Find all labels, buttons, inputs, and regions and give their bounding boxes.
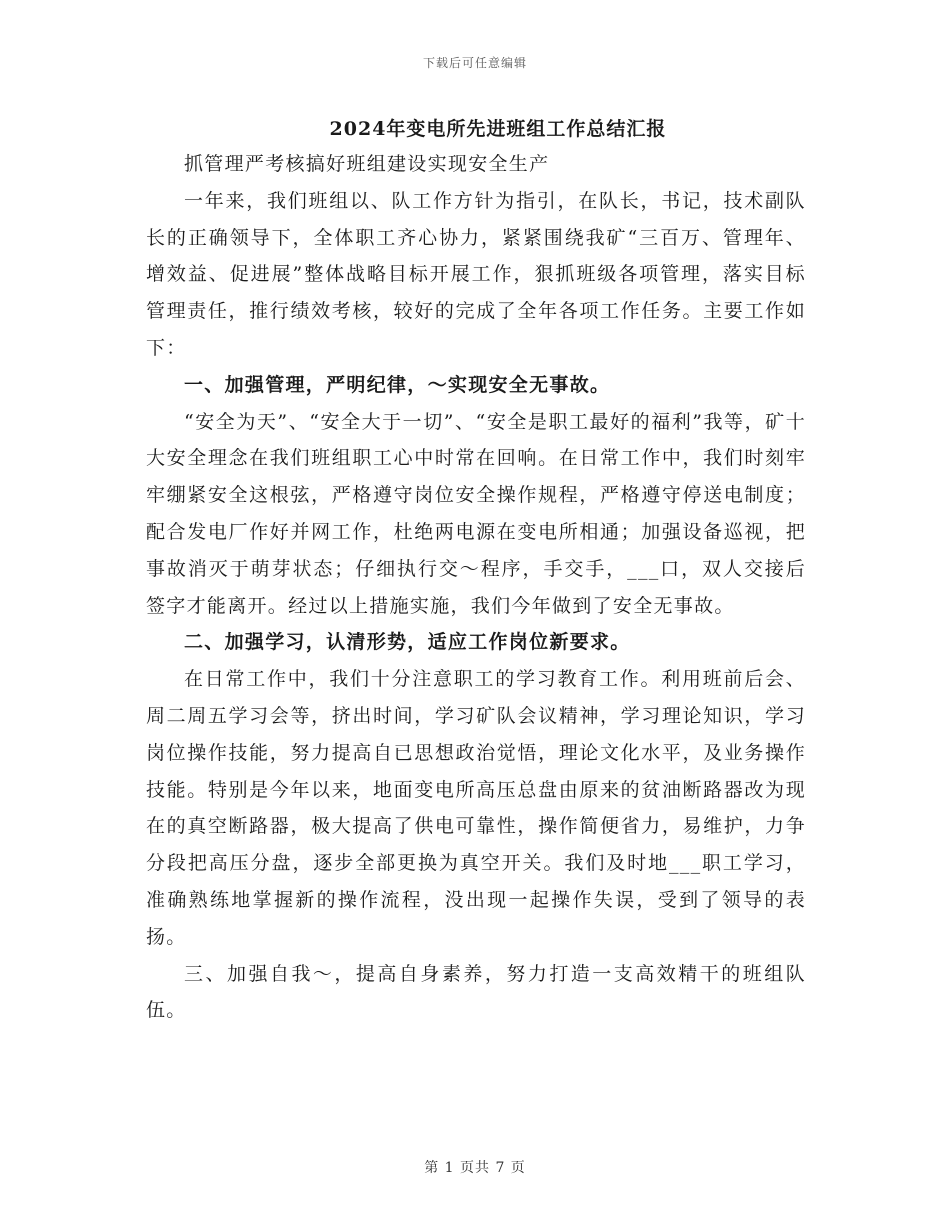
section-heading-3: 三、加强自我～，提高自身素养，努力打造一支高效精干的班组队伍。 xyxy=(146,962,806,1022)
page-header-note: 下载后可任意编辑 xyxy=(422,56,527,70)
page-number: 第 1 页共 7 页 xyxy=(424,1160,526,1176)
document-title: 2024年变电所先进班组工作总结汇报 xyxy=(329,118,667,140)
section-heading-1: 一、加强管理，严明纪律，～实现安全无事故。 xyxy=(184,373,611,396)
subtitle-paragraph: 抓管理严考核搞好班组建设实现安全生产 xyxy=(184,153,550,175)
intro-paragraph: 一年来，我们班组以、队工作方针为指引，在队长，书记，技术副队长的正确领导下，全体职工齐心协力，紧紧围绕我矿“三百万、管理年、增效益、促进展”整体战略目标开展工作，狠抓班级各项管理，落实目标管理责任，推行绩效考核，较好的完成了全年各项工作任务。主要工作如下： xyxy=(146,189,806,359)
section-paragraph-1: “安全为天”、“安全大于一切”、“安全是职工最好的福利”我等，矿十大安全理念在我们班组职工心中时常在回响。在日常工作中，我们时刻牢牢绷紧安全这根弦，严格遵守岗位安全操作规程，严格遵守停送电制度；配合发电厂作好并网工作，杜绝两电源在变电所相通；加强设备巡视，把事故消灭于萌芽状态；仔细执行交～程序，手交手，___口，双人交接后签字才能离开。经过以上措施实施，我们今年做到了安全无事故。 xyxy=(146,410,806,617)
section-paragraph-2: 在日常工作中，我们十分注意职工的学习教育工作。利用班前后会、周二周五学习会等，挤出时间，学习矿队会议精神，学习理论知识，学习岗位操作技能，努力提高自已思想政治觉悟，理论文化水平，及业务操作技能。特别是今年以来，地面变电所高压总盘由原来的贫油断路器改为现在的真空断路器，极大提高了供电可靠性，操作简便省力，易维护，力争分段把高压分盘，逐步全部更换为真空开关。我们及时地___职工学习，准确熟练地掌握新的操作流程，没出现一起操作失误，受到了领导的表扬。 xyxy=(146,668,806,948)
document-body xyxy=(146,146,806,1029)
section-heading-2: 二、加强学习，认清形势，适应工作岗位新要求。 xyxy=(184,631,631,654)
